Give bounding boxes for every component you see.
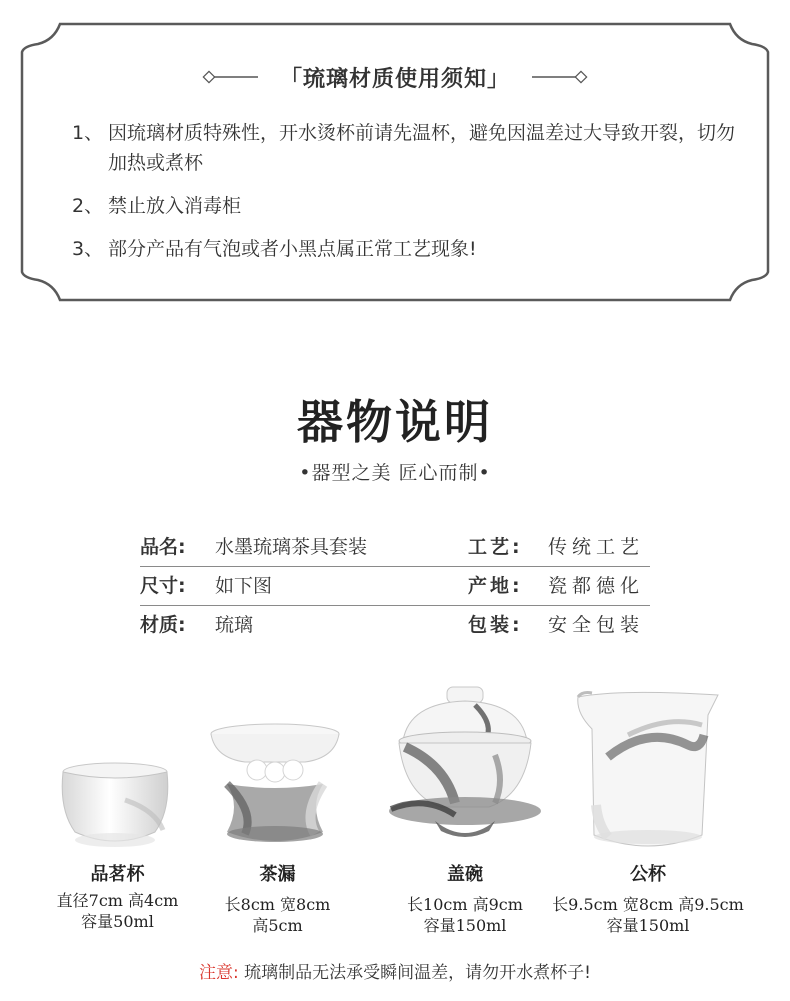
- product-dimension-line: 高5cm: [252, 916, 303, 935]
- spec-row: [140, 567, 650, 606]
- notice-item-text: 禁止放入消毒柜: [108, 195, 242, 217]
- product-tea-strainer: [205, 722, 350, 852]
- spec-key: 尺寸:: [140, 575, 186, 597]
- product-dimension-line: 容量150ml: [606, 916, 690, 935]
- notice-title: [0, 62, 790, 93]
- notice-title-text: 琉璃材质使用须知: [302, 67, 487, 92]
- notice-item: [72, 118, 742, 178]
- product-dimension-line: 长10cm 高9cm: [407, 895, 523, 914]
- title-bracket-close: 」: [487, 67, 511, 92]
- product-gallery: [0, 680, 790, 950]
- warning-text: 琉璃制品无法承受瞬间温差，请勿开水煮杯子!: [244, 963, 591, 983]
- product-dimensions: [35, 890, 200, 932]
- product-dimension-line: 长8cm 宽8cm: [224, 895, 331, 914]
- spec-value: 水墨琉璃茶具套装: [215, 536, 368, 558]
- product-name: 茶漏: [259, 864, 296, 885]
- product-name: 品茗杯: [90, 864, 145, 885]
- spec-row: [140, 528, 650, 567]
- spec-key: 工艺:: [468, 536, 523, 558]
- tea-strainer-image: [205, 722, 350, 852]
- spec-key: 产地:: [468, 575, 523, 597]
- notice-item-number: 1、: [72, 122, 104, 144]
- title-bracket-open: 「: [279, 67, 303, 92]
- product-dimensions: [205, 894, 350, 936]
- notice-item-text: 部分产品有气泡或者小黑点属正常工艺现象!: [108, 238, 477, 260]
- spec-key: 材质:: [140, 614, 186, 636]
- spec-value: 如下图: [215, 575, 273, 597]
- notice-item-number: 3、: [72, 238, 104, 260]
- product-fair-cup: [568, 685, 728, 865]
- fair-cup-image: [568, 685, 728, 865]
- notice-item-number: 2、: [72, 195, 104, 217]
- product-tasting-cup: [55, 760, 180, 850]
- product-dimension-line: 容量50ml: [81, 912, 154, 931]
- notice-item: [72, 234, 742, 264]
- product-dimensions: [385, 894, 545, 936]
- product-name: 盖碗: [447, 864, 483, 885]
- product-dimension-line: 容量150ml: [423, 916, 507, 935]
- section-title: 器物说明: [297, 395, 493, 449]
- product-dimensions: [548, 894, 748, 936]
- gaiwan-image: [385, 685, 545, 860]
- spec-table: [140, 528, 650, 644]
- spec-row: [140, 606, 650, 644]
- spec-key: 包装:: [468, 614, 523, 636]
- notice-box: [0, 0, 790, 320]
- spec-value: 传统工艺: [548, 536, 645, 558]
- spec-value: 瓷都德化: [548, 575, 645, 597]
- product-name: 公杯: [630, 864, 666, 885]
- footer-warning: [0, 958, 790, 983]
- product-dimension-line: 长9.5cm 宽8cm 高9.5cm: [552, 895, 744, 914]
- section-subtitle: •器型之美 匠心而制•: [299, 462, 491, 484]
- notice-item: [72, 191, 742, 221]
- product-gaiwan: [385, 685, 545, 860]
- warning-label: 注意:: [199, 963, 239, 983]
- spec-value: 琉璃: [215, 614, 254, 636]
- notice-item-text: 因琉璃材质特殊性，开水烫杯前请先温杯，避免因温差过大导致开裂，切勿加热或煮杯: [108, 122, 736, 174]
- spec-key: 品名:: [140, 536, 186, 558]
- notice-list: [72, 118, 742, 277]
- tasting-cup-image: [55, 760, 180, 850]
- spec-value: 安全包装: [548, 614, 645, 636]
- product-dimension-line: 直径7cm 高4cm: [56, 891, 179, 910]
